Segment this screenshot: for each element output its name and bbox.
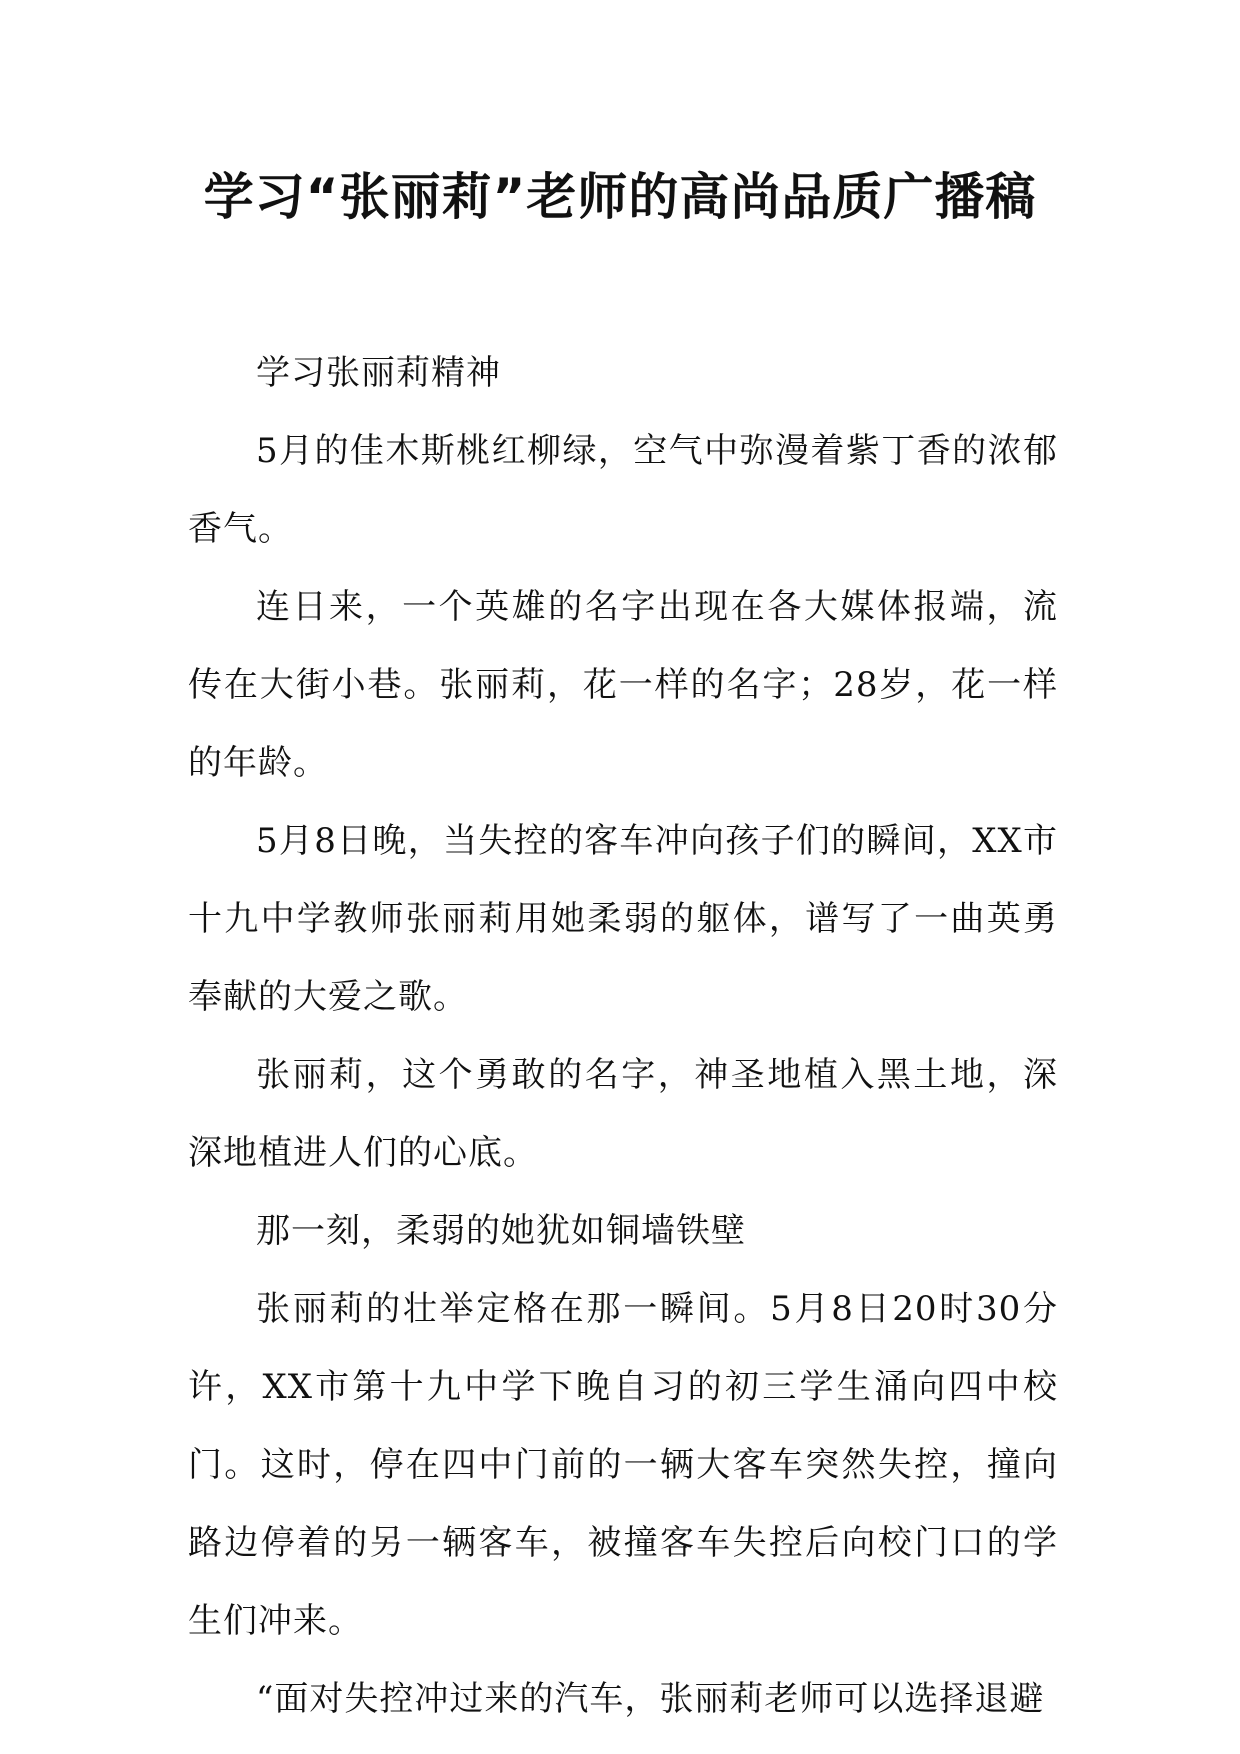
paragraph: “面对失控冲过来的汽车，张丽莉老师可以选择退避 <box>256 1679 1045 1719</box>
document-title: 学习“张丽莉”老师的高尚品质广播稿 <box>203 168 1037 226</box>
paragraph-subtitle: 学习张丽莉精神 <box>256 353 501 393</box>
paragraph: 5月的佳木斯桃红柳绿，空气中弥漫着紫丁香的浓郁香气。 <box>188 431 1058 549</box>
paragraph: 连日来，一个英雄的名字出现在各大媒体报端，流传在大街小巷。张丽莉，花一样的名字；28岁，花一样的年龄。 <box>188 587 1058 783</box>
paragraph: 张丽莉的壮举定格在那一瞬间。5月8日20时30分许，XX市第十九中学下晚自习的初三学生涌向四中校门。这时，停在四中门前的一辆大客车突然失控，撞向路边停着的另一辆客车，被撞客车失控后向校门口的学生们冲来。 <box>188 1289 1058 1641</box>
paragraph: 5月8日晚，当失控的客车冲向孩子们的瞬间，XX市十九中学教师张丽莉用她柔弱的躯体，谱写了一曲英勇奉献的大爱之歌。 <box>188 821 1058 1017</box>
paragraph: 张丽莉，这个勇敢的名字，神圣地植入黑土地，深深地植进人们的心底。 <box>188 1055 1058 1173</box>
paragraph-section-heading: 那一刻，柔弱的她犹如铜墙铁壁 <box>256 1211 746 1251</box>
document-body <box>188 334 1058 1738</box>
